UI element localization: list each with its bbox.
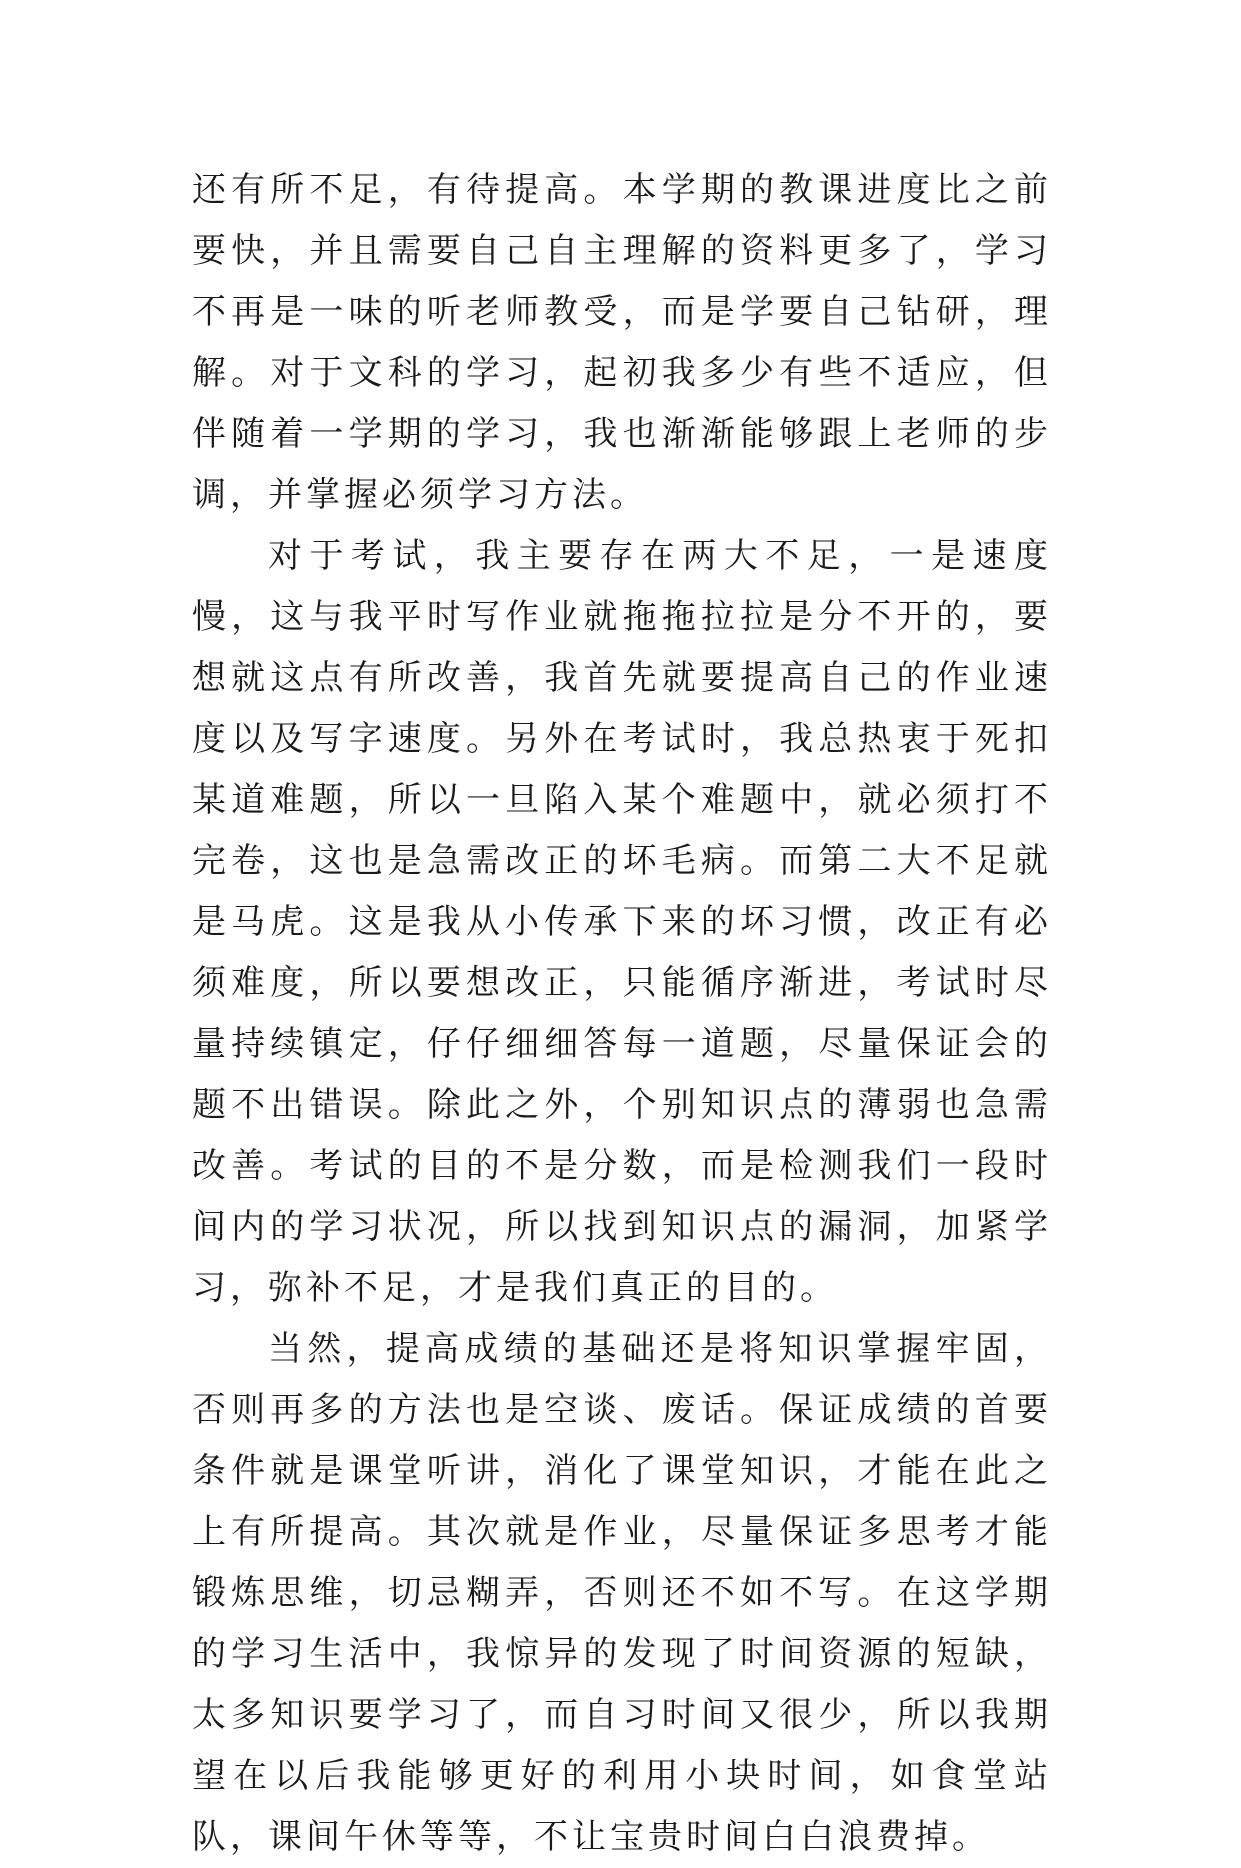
paragraph-2: 对于考试，我主要存在两大不足，一是速度慢，这与我平时写作业就拖拖拉拉是分不开的，要想就这点有所改善，我首先就要提高自己的作业速度以及写字速度。另外在考试时，我总热衷于死扣某道难题，所以一旦陷入某个难题中，就必须打不完卷，这也是急需改正的坏毛病。而第二大不足就是马虎。这是我从小传承下来的坏习惯，改正有必须难度，所以要想改正，只能循序渐进，考试时尽量持续镇定，仔仔细细答每一道题，尽量保证会的题不出错误。除此之外，个别知识点的薄弱也急需改善。考试的目的不是分数，而是检测我们一段时间内的学习状况，所以找到知识点的漏洞，加紧学习，弥补不足，才是我们真正的目的。 <box>192 536 1052 1308</box>
paragraph-3: 当然，提高成绩的基础还是将知识掌握牢固，否则再多的方法也是空谈、废话。保证成绩的首要条件就是课堂听讲，消化了课堂知识，才能在此之上有所提高。其次就是作业，尽量保证多思考才能锻炼思维，切忌糊弄，否则还不如不写。在这学期的学习生活中，我惊异的发现了时间资源的短缺，太多知识要学习了，而自习时间又很少，所以我期望在以后我能够更好的利用小块时间，如食堂站队，课间午休等等，不让宝贵时间白白浪费掉。 <box>192 1329 1052 1857</box>
paragraph-1: 还有所不足，有待提高。本学期的教课进度比之前要快，并且需要自己自主理解的资料更多了，学习不再是一味的听老师教受，而是学要自己钻研，理解。对于文科的学习，起初我多少有些不适应，但伴随着一学期的学习，我也渐渐能够跟上老师的步调，并掌握必须学习方法。 <box>192 170 1052 515</box>
body-text <box>192 160 1052 1868</box>
